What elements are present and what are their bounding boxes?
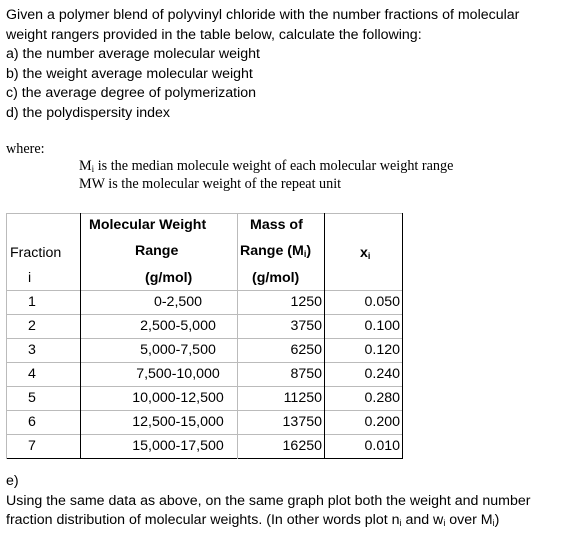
part-e-line-2: fraction distribution of molecular weights. (In other words plot $n_i$ and $w_i$ over $M_i$) (6, 512, 500, 528)
column-divider (6, 213, 7, 459)
part-e-label: e) (6, 473, 19, 489)
row-mass: 11250 (283, 390, 322, 406)
definition-mi: $M_i$ is the median molecule weight of each molecular weight range (79, 158, 454, 174)
task-item-d: d) the polydispersity index (6, 104, 171, 121)
row-xi: 0.100 (364, 318, 400, 334)
part-e-line-1: Using the same data as above, on the same graph plot both the weight and number (6, 492, 531, 509)
row-xi: 0.120 (364, 342, 400, 358)
row-xi: 0.200 (364, 414, 400, 430)
row-range: 5,000-7,500 (140, 342, 216, 358)
row-i: 7 (28, 438, 36, 454)
row-xi: 0.010 (364, 438, 400, 454)
row-i: 1 (28, 294, 36, 310)
grid-line (6, 290, 402, 291)
header-mw-units: (g/mol) (145, 270, 193, 286)
task-item-c: c) the average degree of polymerization (6, 85, 256, 101)
header-mass-line1: Mass of (250, 217, 303, 233)
table-bottom-border (6, 458, 402, 459)
header-mass-line2: Range $(M_i)$ (240, 243, 312, 259)
grid-line (6, 434, 402, 435)
column-divider (80, 213, 81, 459)
row-i: 4 (28, 366, 36, 382)
row-range: 15,000-17,500 (132, 438, 224, 454)
grid-line (6, 386, 402, 387)
row-mass: 1250 (290, 294, 322, 310)
row-mass: 13750 (282, 414, 322, 430)
intro-line-2: weight rangers provided in the table below, calculate the following: (6, 26, 422, 43)
part-e (6, 472, 556, 531)
row-i: 3 (28, 342, 36, 358)
row-range: 12,500-15,000 (132, 414, 224, 430)
header-mass-units: (g/mol) (252, 270, 300, 286)
grid-line (6, 362, 402, 363)
task-item-b: b) the weight average molecular weight (6, 65, 253, 82)
grid-line (6, 314, 402, 315)
header-mw-line1: Molecular Weight (89, 217, 207, 233)
header-xi: $x_i$ (360, 245, 371, 261)
grid-line (6, 410, 402, 411)
grid-line (6, 213, 402, 214)
definition-mw: MW is the molecular weight of the repeat unit (79, 175, 342, 192)
header-i: i (28, 270, 32, 286)
intro-line-1: Given a polymer blend of polyvinyl chloride with the number fractions of molecular (6, 7, 520, 23)
definitions (79, 158, 453, 193)
row-range: 7,500-10,000 (136, 366, 220, 382)
row-i: 2 (28, 318, 36, 334)
row-range: 0-2,500 (153, 294, 203, 310)
row-xi: 0.050 (364, 294, 400, 310)
row-i: 5 (28, 390, 36, 406)
row-i: 6 (28, 414, 36, 430)
problem-intro (6, 6, 556, 123)
task-item-a: a) the number average molecular weight (6, 46, 260, 62)
header-mw-line2: Range (135, 243, 179, 259)
column-divider (402, 213, 403, 459)
where-label: where: (6, 141, 45, 157)
header-fraction: Fraction (10, 245, 62, 261)
row-mass: 16250 (282, 438, 322, 454)
row-range: 2,500-5,000 (140, 318, 216, 334)
row-xi: 0.280 (364, 390, 400, 406)
row-mass: 3750 (290, 318, 322, 334)
row-range: 10,000-12,500 (132, 390, 224, 406)
row-mass: 8750 (290, 366, 322, 382)
grid-line (6, 338, 402, 339)
column-divider (324, 213, 325, 459)
row-mass: 6250 (290, 342, 322, 358)
row-xi: 0.240 (364, 366, 400, 382)
column-divider (237, 213, 238, 459)
